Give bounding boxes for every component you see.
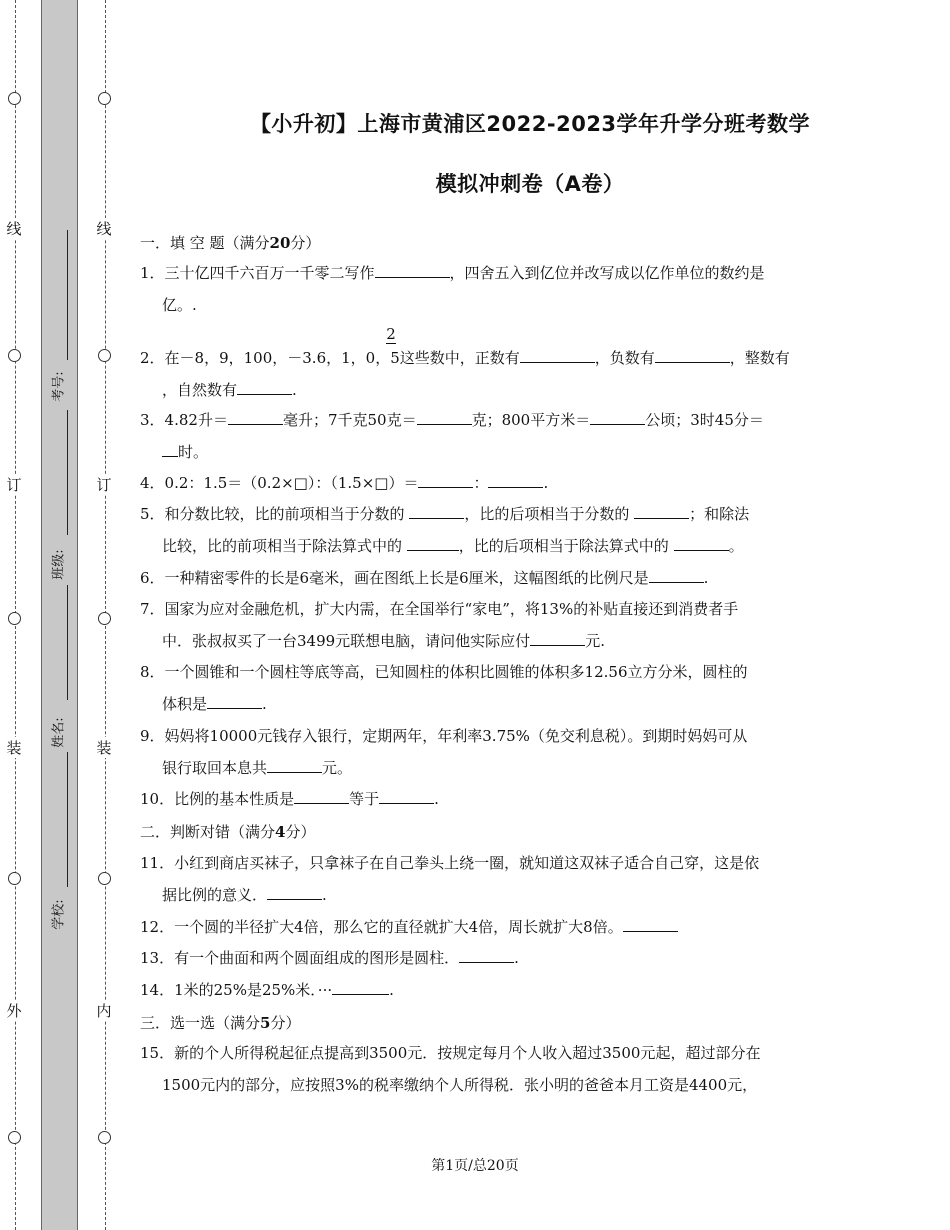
exam-title-line1: 【小升初】上海市黄浦区2022-2023学年升学分班考数学 bbox=[249, 112, 811, 136]
q3-blank-2[interactable] bbox=[417, 408, 472, 425]
binding-hole bbox=[98, 1131, 111, 1144]
q8-text-a: 8．一个圆锥和一个圆柱等底等高，已知圆柱的体积比圆锥的体积多12.56立方分米，圆柱的 bbox=[140, 663, 748, 681]
margin-char-outer: 外 bbox=[6, 1002, 22, 1020]
q1-text-b: ，四舍五入到亿位并改写成以亿作单位的数约是 bbox=[449, 264, 765, 282]
q1-text-c: 亿。. bbox=[162, 296, 197, 314]
q2-text-a: 2．在－8，9，100，－3.6，1，0， bbox=[140, 349, 391, 367]
q3-text-e: 时。 bbox=[178, 443, 209, 461]
q2-blank-positive[interactable] bbox=[520, 346, 595, 363]
q13-blank-1[interactable] bbox=[459, 946, 514, 963]
q5-text-b: ，比的后项相当于分数的 bbox=[464, 505, 630, 523]
binding-margin bbox=[0, 0, 115, 1230]
section-score: 4 bbox=[275, 823, 286, 841]
q10-text-a: 10．比例的基本性质是 bbox=[140, 790, 295, 808]
q1-text-a: 1．三十亿四千六百万一千零二写作 bbox=[140, 264, 375, 282]
q8-text-b: 体积是 bbox=[162, 695, 208, 713]
q7-text-c: 元. bbox=[585, 632, 605, 650]
q2-text-f: . bbox=[292, 381, 297, 399]
q5-text-e: ，比的后项相当于除法算式中的 bbox=[458, 537, 669, 555]
school-write-line[interactable] bbox=[67, 752, 68, 887]
q11-text-c: . bbox=[322, 886, 327, 904]
q13-text-b: . bbox=[514, 949, 519, 967]
q9-text-c: 元。 bbox=[322, 759, 353, 777]
gray-band bbox=[41, 0, 77, 1230]
q10-blank-1[interactable] bbox=[294, 787, 349, 804]
binding-hole bbox=[8, 612, 21, 625]
margin-char-inner: 内 bbox=[96, 1002, 112, 1020]
q1-blank-1[interactable] bbox=[375, 261, 450, 278]
q4-text-b: ： bbox=[473, 474, 489, 492]
binding-hole bbox=[8, 349, 21, 362]
question-7 bbox=[140, 593, 820, 657]
q3-text-a: 3．4.82升＝ bbox=[140, 411, 228, 429]
exam-number-label: 考号: bbox=[51, 371, 67, 402]
q5-blank-2[interactable] bbox=[634, 502, 689, 519]
margin-char-bind: 装 bbox=[6, 739, 22, 757]
q5-blank-1[interactable] bbox=[409, 502, 464, 519]
q15-text-b: 1500元内的部分，应按照3%的税率缴纳个人所得税．张小明的爸爸本月工资是4400元， bbox=[162, 1076, 758, 1094]
q13-text-a: 13．有一个曲面和两个圆面组成的图形是圆柱． bbox=[140, 949, 460, 967]
q7-blank-1[interactable] bbox=[530, 629, 585, 646]
q3-blank-3[interactable] bbox=[590, 408, 645, 425]
question-14 bbox=[140, 974, 820, 1006]
class-label: 班级: bbox=[51, 549, 67, 580]
exam-title-line2: 模拟冲刺卷（A卷） bbox=[435, 172, 625, 196]
q6-text-a: 6．一种精密零件的长是6毫米，画在图纸上长是6厘米，这幅图纸的比例尺是 bbox=[140, 569, 649, 587]
question-11 bbox=[140, 847, 820, 911]
name-write-line[interactable] bbox=[67, 585, 68, 700]
q11-text-b: 据比例的意义． bbox=[162, 886, 268, 904]
margin-char-bind: 装 bbox=[96, 739, 112, 757]
class-write-line[interactable] bbox=[67, 410, 68, 535]
margin-char-line: 线 bbox=[6, 220, 22, 238]
section-heading-fill-blank bbox=[140, 232, 320, 253]
question-6 bbox=[140, 562, 820, 594]
binding-hole bbox=[98, 872, 111, 885]
question-10 bbox=[140, 783, 820, 815]
section-heading-true-false bbox=[140, 821, 315, 842]
question-4 bbox=[140, 467, 820, 499]
fraction-denominator: 5 bbox=[390, 349, 400, 367]
question-5 bbox=[140, 498, 820, 562]
q8-text-c: . bbox=[262, 695, 267, 713]
q14-text-a: 14．1米的25%是25%米．··· bbox=[140, 981, 333, 999]
q9-text-a: 9．妈妈将10000元钱存入银行，定期两年，年利率3.75%（免交利息税）。到期时妈妈可从 bbox=[140, 727, 748, 745]
exam-no-write-line[interactable] bbox=[67, 230, 68, 360]
binding-hole bbox=[8, 872, 21, 885]
question-15 bbox=[140, 1037, 820, 1101]
q5-blank-3[interactable] bbox=[407, 534, 459, 551]
q10-blank-2[interactable] bbox=[379, 787, 434, 804]
binding-hole bbox=[98, 612, 111, 625]
q11-blank-1[interactable] bbox=[267, 883, 322, 900]
fraction-numerator: 2 bbox=[386, 325, 396, 343]
q9-blank-1[interactable] bbox=[267, 756, 322, 773]
margin-char-order: 订 bbox=[96, 476, 112, 494]
q4-blank-2[interactable] bbox=[488, 471, 543, 488]
q2-text-c: ，负数有 bbox=[594, 349, 655, 367]
section-score: 20 bbox=[269, 234, 291, 252]
q9-text-b: 银行取回本息共 bbox=[162, 759, 268, 777]
question-3 bbox=[140, 404, 820, 468]
q10-text-c: . bbox=[434, 790, 439, 808]
binding-hole bbox=[8, 1131, 21, 1144]
q4-blank-1[interactable] bbox=[418, 471, 473, 488]
binding-hole bbox=[98, 349, 111, 362]
q14-blank-1[interactable] bbox=[332, 978, 389, 995]
q12-text-a: 12．一个圆的半径扩大4倍，那么它的直径就扩大4倍，周长就扩大8倍。 bbox=[140, 918, 623, 936]
question-8 bbox=[140, 656, 820, 720]
section-heading-suffix: 分） bbox=[270, 1014, 301, 1032]
q2-blank-negative[interactable] bbox=[655, 346, 730, 363]
q8-blank-1[interactable] bbox=[207, 692, 262, 709]
page-number-footer: 第1页/总20页 bbox=[431, 1158, 519, 1174]
q3-text-d: 公顷；3时45分＝ bbox=[645, 411, 764, 429]
section-heading-text: 三．选一选（满分 bbox=[140, 1014, 261, 1032]
question-1 bbox=[140, 257, 820, 321]
margin-char-order: 订 bbox=[6, 476, 22, 494]
q14-text-b: . bbox=[389, 981, 394, 999]
question-9 bbox=[140, 720, 820, 784]
q3-text-b: 毫升；7千克50克＝ bbox=[282, 411, 417, 429]
band-left-edge bbox=[41, 0, 42, 1230]
section-heading-multiple-choice bbox=[140, 1012, 300, 1033]
q2-text-d: ，整数有 bbox=[729, 349, 790, 367]
section-score: 5 bbox=[260, 1014, 271, 1032]
q2-text-e: ，自然数有 bbox=[162, 381, 238, 399]
q3-text-c: 克；800平方米＝ bbox=[471, 411, 591, 429]
q5-blank-4[interactable] bbox=[674, 534, 729, 551]
binding-hole bbox=[8, 92, 21, 105]
q4-text-a: 4．0.2：1.5＝（0.2×□）：（1.5×□）＝ bbox=[140, 474, 419, 492]
question-13 bbox=[140, 942, 820, 974]
q10-text-b: 等于 bbox=[349, 790, 380, 808]
binding-hole bbox=[98, 92, 111, 105]
q7-text-a: 7．国家为应对金融危机，扩大内需，在全国举行“家电”，将13%的补贴直接还到消费者手 bbox=[140, 600, 739, 618]
section-heading-text: 一．填 空 题（满分 bbox=[140, 234, 270, 252]
section-heading-text: 二．判断对错（满分 bbox=[140, 823, 276, 841]
q6-text-b: . bbox=[703, 569, 709, 587]
question-12 bbox=[140, 911, 820, 943]
q11-text-a: 11．小红到商店买袜子，只拿袜子在自己拳头上绕一圈，就知道这双袜子适合自己穿，这是依 bbox=[140, 854, 760, 872]
section-heading-suffix: 分） bbox=[290, 234, 321, 252]
school-label: 学校: bbox=[51, 899, 67, 930]
q3-blank-4[interactable] bbox=[162, 440, 178, 457]
q2-blank-natural[interactable] bbox=[237, 378, 292, 395]
q15-text-a: 15．新的个人所得税起征点提高到3500元．按规定每月个人收入超过3500元起，超过部分在 bbox=[140, 1044, 761, 1062]
q5-text-a: 5．和分数比较，比的前项相当于分数的 bbox=[140, 505, 405, 523]
section-heading-suffix: 分） bbox=[285, 823, 316, 841]
q4-text-c: . bbox=[543, 474, 549, 492]
q2-text-b: 这些数中，正数有 bbox=[399, 349, 520, 367]
name-label: 姓名: bbox=[51, 717, 67, 748]
q5-text-d: 比较，比的前项相当于除法算式中的 bbox=[162, 537, 403, 555]
q5-text-c: ；和除法 bbox=[689, 505, 750, 523]
q3-blank-1[interactable] bbox=[228, 408, 283, 425]
q7-text-b: 中．张叔叔买了一台3499元联想电脑，请问他实际应付 bbox=[162, 632, 531, 650]
question-2 bbox=[140, 342, 820, 406]
margin-char-line: 线 bbox=[96, 220, 112, 238]
q6-blank-1[interactable] bbox=[649, 566, 704, 583]
band-right-edge bbox=[77, 0, 78, 1230]
q5-text-f: 。 bbox=[728, 537, 744, 555]
q12-blank-1[interactable] bbox=[623, 915, 678, 932]
